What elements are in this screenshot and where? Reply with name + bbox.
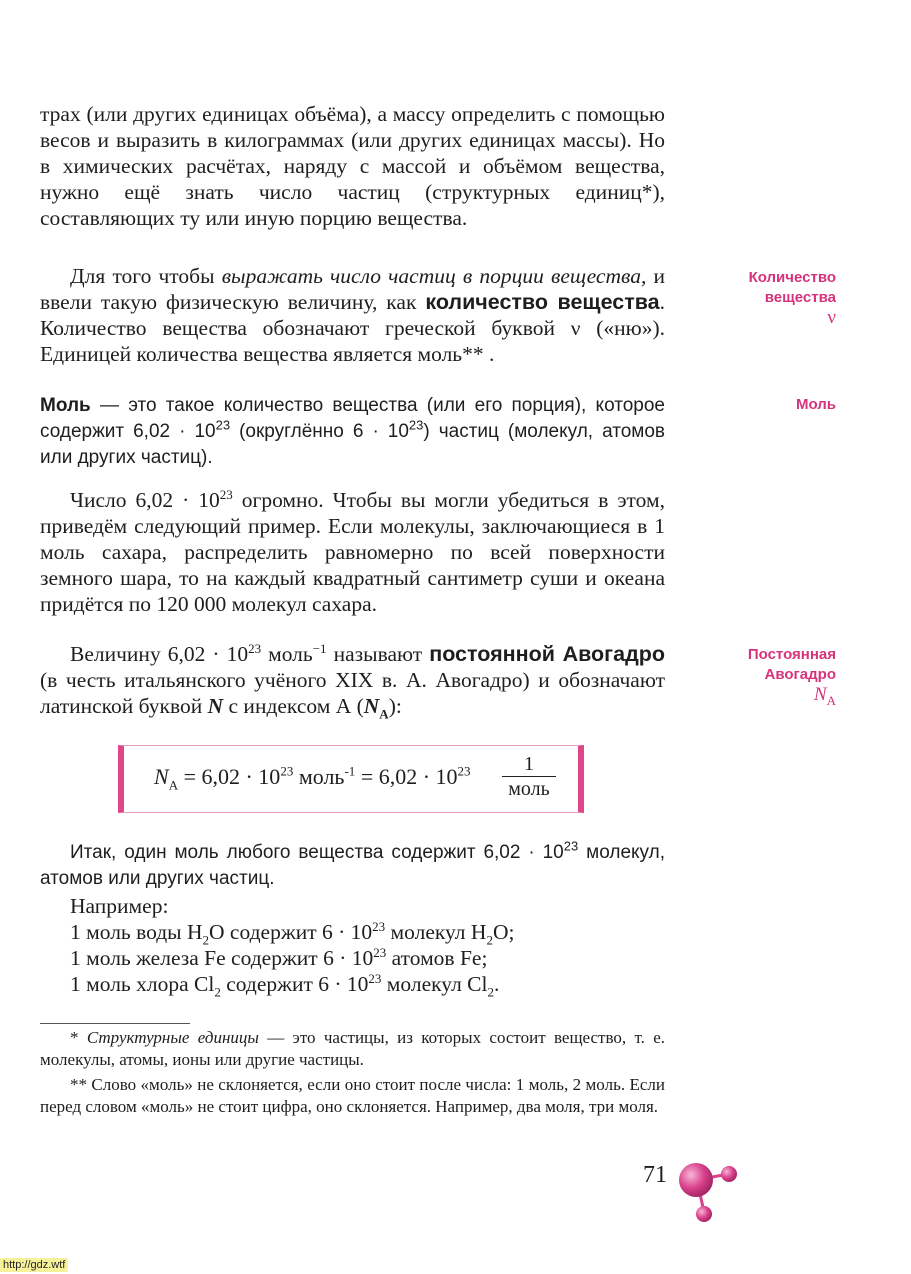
paragraph-1-text: трах (или других единицах объёма), а массу определить с помощью весов и выразить в килограммах (или других единицах массы). Но в химических расчётах, наряду с массой и объёмом вещества, нужно ещё знать число частиц (структурных единиц*), составляющих ту или иную порцию вещества. — [40, 102, 665, 230]
margin-note-mole: Моль — [795, 396, 836, 413]
footnote-1: * Структурные единицы — это частицы, из которых состоит вещество, т. е. молекулы, атомы, ионы или другие частицы. — [40, 1028, 665, 1069]
avogadro-formula: $N_A = 6,02 \cdot 10^{23}$ моль$^{-1}$ = $6,02 \cdot 10^{23}$ — [154, 763, 471, 793]
example-water: 1 моль воды $H_2O$ содержит $6 \cdot 10^{23}$ молекул $H_2O$; — [70, 918, 515, 948]
emphasis-text: выражать число частиц в порции вещества, — [221, 264, 647, 288]
nu-symbol: ν — [827, 307, 836, 328]
na-symbol: $N_A$ — [813, 684, 836, 708]
page-number: 71 — [643, 1162, 667, 1188]
examples-intro: Например: — [70, 894, 169, 918]
footnote-2: ** Слово «моль» не склоняется, если оно стоит после числа: 1 моль, 2 моль. Если перед словом «моль» не стоит цифра, оно склоняется. Например, два моля, три моля. — [40, 1075, 665, 1116]
paragraph-5: Величину $6,02 \cdot 10^{23}$ моль$^{-1}$ называют постоянной Авогадро (в честь итальянского учёного XIX в. А. Авогадро) и обозначают латинской буквой N с индексом А $(N_A)$: — [40, 640, 666, 722]
example-iron: 1 моль железа Fe содержит $6 \cdot 10^{23}$ атомов Fe; — [70, 944, 488, 970]
footnote-divider — [40, 1023, 190, 1024]
molecule-decoration-icon — [670, 1150, 750, 1230]
formula-box — [118, 745, 584, 813]
formula-fraction: 1 моль — [502, 752, 556, 801]
definition-mole: Моль — это такое количество вещества (или его порция), которое содержит $6,02 \cdot 10^{23}$ (округлённо $6 \cdot 10^{23}$) частиц (молекул, атомов или других частиц). — [40, 395, 666, 468]
margin-note-avogadro: Постоянная Авогадро $N_A$ — [696, 645, 836, 705]
footnotes — [40, 1027, 665, 1118]
term-mole: Моль — [40, 395, 91, 416]
paragraph-1 — [40, 101, 665, 231]
watermark-link[interactable]: http://gdz.wtf — [0, 1258, 68, 1272]
paragraph-4: Число $6,02 \cdot 10^{23}$ огромно. Чтобы вы могли убедиться в этом, приведём следующий пример. Если молекулы, заключающиеся в 1 моль сахара, распределить равномерно по всей поверхности земного шара, то на каждый квадратный сантиметр суши и океана придётся по 120 000 молекул сахара. — [40, 486, 665, 616]
margin-note-amount-of-substance: Количество вещества ν — [696, 268, 836, 328]
examples-list — [40, 893, 665, 1000]
paragraph-2: Для того чтобы выражать число частиц в порции вещества, и ввели такую физическую величину, как количество вещества. Количество вещества обозначают греческой буквой ν («ню»). Единицей количества вещества является моль** . — [40, 264, 665, 366]
example-chlorine: 1 моль хлора $Cl_2$ содержит $6 \cdot 10^{23}$ молекул $Cl_2$. — [70, 970, 500, 1000]
term-amount-of-substance: количество вещества — [425, 290, 660, 314]
paragraph-6: Итак, один моль любого вещества содержит $6,02 \cdot 10^{23}$ молекул, атомов или других частиц. — [40, 838, 665, 889]
term-avogadro-constant: постоянной Авогадро — [429, 642, 666, 666]
